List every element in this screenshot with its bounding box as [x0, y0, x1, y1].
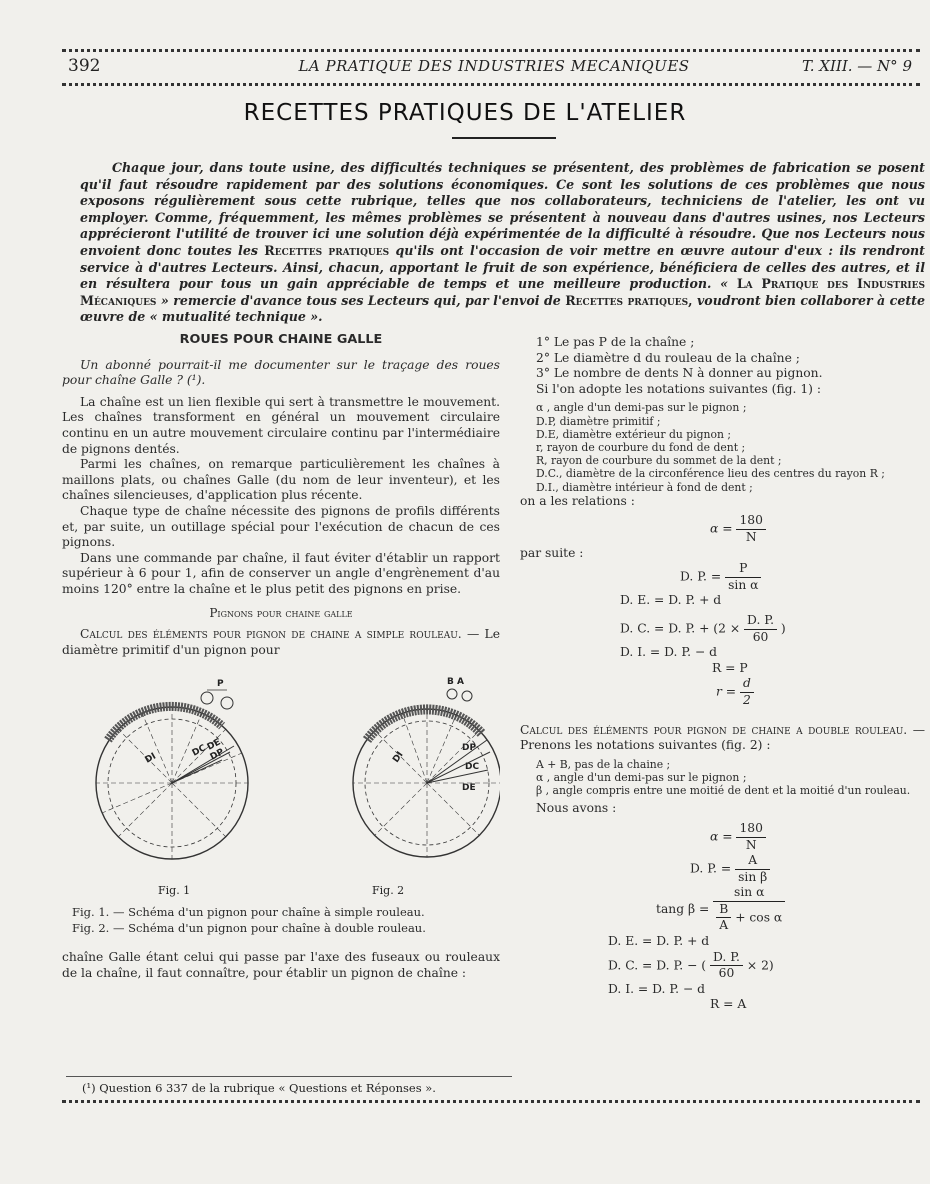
fig2-teeth: [367, 710, 482, 741]
frac-num: d: [740, 676, 754, 693]
body-paragraph-1: La chaîne est un lien flexible qui sert à transmettre le mouvement. Les chaînes transforment en général un mouvement circulaire continu en un autre mouvement circulaire continu par l'intermédiaire de pignons dentés.: [62, 394, 500, 456]
figure-2-sprocket: [353, 689, 500, 857]
eq-di-2: D. I. = D. P. − d: [608, 981, 706, 996]
eq-di-1: D. I. = D. P. − d: [620, 645, 718, 660]
eq-r-1: [716, 676, 925, 708]
relations-line: on a les relations :: [520, 493, 635, 508]
calc-heading: Calcul des éléments pour pignon de chaine a simple rouleau.: [80, 627, 462, 642]
fig2-label-de: DE: [462, 783, 476, 794]
eq-alpha-lhs: α =: [710, 521, 733, 536]
fig2-label-dp: DP: [462, 743, 477, 754]
req-line-1: 1° Le pas P de la chaîne ;: [536, 335, 695, 349]
frac-num: B: [716, 902, 731, 919]
frac-den: 60: [718, 966, 735, 981]
fraction: [740, 676, 754, 708]
frac-num: A: [735, 853, 770, 870]
notation-item: β , angle compris entre une moitié de dent et la moitié d'un rouleau.: [536, 784, 911, 798]
body-paragraph-4: Dans une commande par chaîne, il faut éviter d'établir un rapport supérieur à 6 pour 1, afin de conserver un angle d'engrènement d'au moins 120° entre la chaîne et le plus petit des pignons en prise.: [62, 550, 500, 596]
notation-item: R, rayon de courbure du sommet de la dent ;: [536, 454, 782, 468]
eq-dp-lhs: D. P. =: [690, 861, 732, 876]
frac-num: 180: [736, 513, 765, 530]
eq-alpha-lhs: α =: [710, 829, 733, 844]
notation-list-1: [520, 401, 925, 493]
eq-dp-2: [690, 853, 925, 885]
frac-den: 60: [752, 629, 769, 644]
calc2-paragraph: [520, 723, 925, 754]
fig1-label-dc: DC: [190, 743, 208, 759]
fraction: [716, 902, 731, 934]
notation-item: α , angle d'un demi-pas sur le pignon ;: [536, 401, 747, 415]
eq-dc-1: [620, 613, 925, 645]
eq-alpha-2: [710, 821, 925, 853]
subheading: Pignons pour chaine galle: [209, 605, 353, 620]
fraction: [736, 821, 765, 853]
calc2-text: — Prenons les notations suivantes (fig. 2) :: [520, 722, 925, 753]
fig2-label-di: DI: [391, 750, 406, 766]
intro-paragraph: [80, 160, 925, 326]
fig1-label-de: DE: [205, 737, 223, 753]
intro-text-2: qu'ils ont l'occasion de voir mettre en œuvre autour d'eux : ils rendront service à d'autres Lecteurs. Ainsi, chacun, apportant le fruit de son expérience, bénéficiera de celles des autres, et il en résultera pour tous un gain appréciable de temps et une meilleure production. «: [80, 242, 925, 292]
running-header: [68, 56, 920, 78]
intro-text-1: Chaque jour, dans toute usine, des difficultés techniques se présentent, des problèmes de fabrication se posent qu'il faut résoudre rapidement par des solutions économiques. Ce sont les solutions de ces problèmes que nous exposons régulièrement sous cette rubrique, telles que nos collaborateurs, techniciens de l'atelier, les ont vu employer. Comme, fréquemment, les mêmes problèmes se présentent à nouveau dans d'autres usines, nos Lecteurs apprécieront l'utilité de trouver ici une solution déjà expérimentée de la difficulté à résoudre. Que nos Lecteurs nous envoient donc toutes les: [80, 160, 925, 258]
frac-num: P: [725, 561, 761, 578]
footer-rule: [62, 1100, 920, 1103]
frac-num: D. P.: [744, 613, 777, 630]
eq-de-1: D. E. = D. P. + d: [620, 593, 722, 608]
fig2-label-dc: DC: [465, 762, 480, 773]
req-line-2: 2° Le diamètre d du rouleau de la chaîne ;: [536, 350, 800, 365]
figure-captions: [72, 904, 500, 936]
fraction: [725, 561, 761, 593]
sprocket-figures: [62, 668, 500, 900]
notation-item: D.E, diamètre extérieur du pignon ;: [536, 427, 732, 441]
calc-paragraph: [62, 627, 500, 658]
left-column: [62, 330, 500, 981]
intro-sc-3: Recettes pratiques,: [565, 292, 693, 308]
eq-dc-lhs: D. C. = D. P. + (2 ×: [620, 621, 741, 636]
fraction: [710, 950, 743, 982]
nous-avons: Nous avons :: [536, 801, 617, 816]
right-column: [520, 335, 925, 1013]
figures: [62, 668, 500, 900]
eq-dp-1: [680, 561, 925, 593]
fraction: [735, 853, 770, 885]
eq-RA: R = A: [710, 997, 747, 1012]
frac-den: sin β: [738, 869, 768, 884]
notation-item: r, rayon de courbure du fond de dent ;: [536, 440, 746, 454]
section-title: ROUES POUR CHAINE GALLE: [179, 332, 383, 347]
frac-den: N: [745, 529, 757, 544]
eq-R-1: R = P: [712, 660, 748, 675]
frac-den: sin α: [728, 577, 759, 592]
fig1-caption: Fig. 1. — Schéma d'un pignon pour chaîne à simple rouleau.: [72, 905, 425, 920]
eq-tang: [656, 885, 925, 934]
fig1-label-p: P: [217, 679, 224, 690]
req-line-3: 3° Le nombre de dents N à donner au pignon.: [536, 366, 823, 381]
eq-plus-cos: + cos α: [735, 910, 783, 925]
eq-tang-lhs: tang β =: [656, 902, 710, 917]
figure-1-sprocket: [96, 690, 248, 859]
page-number: 392: [68, 56, 101, 76]
eq-r-lhs: r =: [716, 684, 737, 699]
calc2-heading: Calcul des éléments pour pignon de chaine a double rouleau.: [520, 722, 908, 737]
fraction: [736, 513, 765, 545]
body-paragraph-5: chaîne Galle étant celui qui passe par l'axe des fuseaux ou rouleaux de la chaîne, il faut connaître, pour établir un pignon de chaîne :: [62, 950, 500, 980]
fig2-label-ba: B A: [447, 677, 464, 688]
intro-text-3: » remercie d'avance tous ses Lecteurs qui, par l'envoi de: [160, 292, 561, 308]
fig1-label-dp: DP: [208, 747, 226, 763]
calc-text: — Le diamètre primitif d'un pignon pour: [62, 627, 500, 657]
notation-item: α , angle d'un demi-pas sur le pignon ;: [536, 770, 747, 784]
fraction: [744, 613, 777, 645]
title-rule: [452, 137, 556, 139]
eq-dc-2: [608, 950, 925, 982]
body-paragraph-3: Chaque type de chaîne nécessite des pignons de profils différents et, par suite, un outillage spécial pour l'exécution de chacun de ces pignons.: [62, 503, 500, 550]
frac-den: [713, 902, 785, 934]
eq-dc-close: ): [780, 621, 786, 636]
frac-den: A: [719, 918, 729, 933]
eq-alpha-1: [710, 513, 925, 545]
frac-den: 2: [743, 692, 751, 707]
frac-num: 180: [736, 821, 765, 838]
intro-text-4: voudront bien collaborer à cette œuvre de « mutualité technique ».: [80, 292, 925, 325]
frac-num: sin α: [713, 885, 785, 902]
footnote: (¹) Question 6 337 de la rubrique « Questions et Réponses ».: [66, 1076, 512, 1095]
notation-item: A + B, pas de la chaine ;: [536, 757, 671, 771]
fig2-caption: Fig. 2. — Schéma d'un pignon pour chaîne à double rouleau.: [72, 921, 426, 936]
question-paragraph: Un abonné pourrait-il me documenter sur le traçage des roues pour chaîne Galle ? (¹).: [62, 357, 500, 388]
eq-dp-lhs: D. P. =: [680, 569, 722, 584]
frac-den: N: [745, 837, 757, 852]
notation-item: D.I., diamètre intérieur à fond de dent ;: [536, 480, 753, 494]
intro-sc-1: Recettes pratiques: [264, 242, 390, 258]
fig2-label: Fig. 2: [372, 884, 405, 898]
volume-number: T. XIII. — N° 9: [801, 57, 912, 75]
page-title: RECETTES PRATIQUES DE L'ATELIER: [243, 100, 687, 126]
eq-dc2-lhs: D. C. = D. P. − (: [608, 958, 707, 973]
par-suite: par suite :: [520, 545, 584, 560]
body-paragraph-2: Parmi les chaînes, on remarque particulièrement les chaînes à maillons plats, ou chaînes Galle (du nom de leur inventeur), et les chaînes silencieuses, d'application plus récente.: [62, 457, 500, 503]
fig1-teeth: [108, 707, 222, 741]
frac-num: D. P.: [710, 950, 743, 967]
req-line-4: Si l'on adopte les notations suivantes (fig. 1) :: [536, 381, 822, 396]
journal-title: LA PRATIQUE DES INDUSTRIES MECANIQUES: [298, 57, 690, 75]
intro-sc-2: La Pratique des Industries Mécaniques: [80, 276, 925, 308]
notation-item: D.C., diamètre de la circonférence lieu des centres du rayon R ;: [536, 467, 885, 481]
fig1-label-di: DI: [143, 751, 158, 766]
header-top-rule: [62, 49, 920, 52]
eq-dc2-close: × 2): [746, 958, 774, 973]
fig1-label: Fig. 1: [158, 884, 191, 898]
notation-item: D.P, diamètre primitif ;: [536, 414, 661, 428]
eq-de-2: D. E. = D. P. + d: [608, 934, 710, 949]
notation-list-2: [520, 758, 925, 798]
header-bottom-rule: [62, 83, 920, 86]
fraction: [713, 885, 785, 934]
